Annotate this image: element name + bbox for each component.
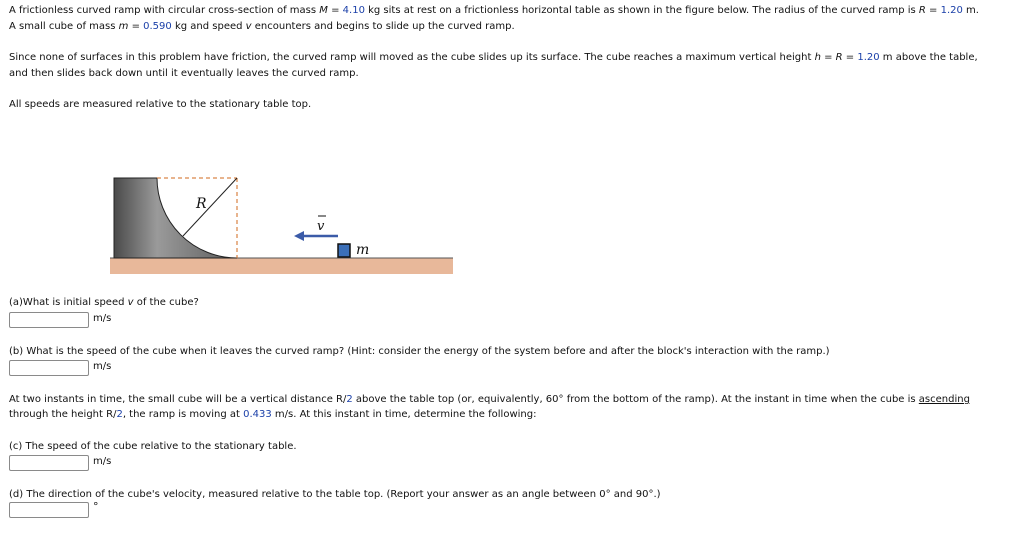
var-m: m — [118, 21, 129, 32]
question-c: (c) The speed of the cube relative to the stationary table. — [9, 441, 297, 452]
text: A frictionless curved ramp with circular cross-section of mass — [9, 5, 320, 16]
text: kg and speed — [171, 21, 246, 32]
text: of the cube? — [133, 297, 199, 308]
radius-label: R — [196, 196, 207, 212]
text: At two instants in time, the small cube will be a vertical distance R/ — [9, 394, 347, 405]
radius-line — [183, 178, 237, 236]
text: 2 — [346, 394, 353, 405]
var-M: M — [319, 5, 328, 16]
mass-m-value: 0.590 — [143, 21, 172, 32]
velocity-label: v — [317, 219, 325, 234]
question-a — [9, 296, 199, 309]
text: above the table top (or, equivalently, 60° from the bottom of the ramp). At the instant in time when the cube is — [352, 394, 919, 405]
question-b: (b) What is the speed of the cube when it leaves the curved ramp? (Hint: consider the energy of the system before and after the block's interaction with the ramp.) — [9, 346, 830, 357]
var-v: v — [245, 21, 252, 32]
intro-line-4: and then slides back down until it eventually leaves the curved ramp. — [9, 68, 359, 79]
ramp-figure — [100, 170, 460, 280]
text: = — [327, 5, 343, 16]
mid-line-1 — [9, 393, 970, 406]
radius-value: 1.20 — [940, 5, 963, 16]
unit-label: m/s — [93, 361, 112, 372]
text: m above the table, — [879, 52, 978, 63]
text: ascending — [918, 394, 970, 405]
cube-mass-label: m — [356, 242, 370, 258]
answer-input-c[interactable] — [9, 455, 89, 471]
height-value: 1.20 — [857, 52, 880, 63]
answer-input-d[interactable] — [9, 502, 89, 518]
text: , the ramp is moving at — [122, 409, 244, 420]
intro-line-5: All speeds are measured relative to the stationary table top. — [9, 99, 312, 110]
var-R: R — [918, 5, 926, 16]
var-h: h — [814, 52, 821, 63]
answer-input-a[interactable] — [9, 312, 89, 328]
table-surface — [110, 258, 453, 274]
unit-label: m/s — [93, 313, 112, 324]
intro-line-1 — [9, 4, 979, 17]
question-d: (d) The direction of the cube's velocity, measured relative to the table top. (Report your answer as an angle between 0° and 90°.) — [9, 489, 661, 500]
intro-line-2 — [9, 20, 515, 33]
mid-line-2 — [9, 408, 536, 421]
text: = — [128, 21, 144, 32]
text: = — [842, 52, 858, 63]
arrow-head — [294, 231, 304, 241]
mass-M-value: 4.10 — [342, 5, 365, 16]
ramp-speed-value: 0.433 — [243, 409, 272, 420]
answer-input-b[interactable] — [9, 360, 89, 376]
text: kg sits at rest on a frictionless horizontal table as shown in the figure below. The radius of the curved ramp is — [364, 5, 919, 16]
unit-label: m/s — [93, 456, 112, 467]
degree-label: ° — [93, 500, 99, 513]
curved-ramp — [114, 178, 237, 258]
text: = — [925, 5, 941, 16]
cube — [338, 244, 350, 257]
var-v: v — [127, 297, 134, 308]
intro-line-3 — [9, 51, 978, 64]
text: A small cube of mass — [9, 21, 119, 32]
text: m/s. At this instant in time, determine the following: — [271, 409, 537, 420]
text: through the height R/ — [9, 409, 117, 420]
text: Since none of surfaces in this problem have friction, the curved ramp will moved as the cube slides up its surface. The cube reaches a maximum vertical height — [9, 52, 815, 63]
var-R: R — [835, 52, 843, 63]
text: 2 — [116, 409, 123, 420]
text: m. — [962, 5, 979, 16]
text: encounters and begins to slide up the curved ramp. — [251, 21, 515, 32]
text: (a)What is initial speed — [9, 297, 128, 308]
text: = — [820, 52, 836, 63]
